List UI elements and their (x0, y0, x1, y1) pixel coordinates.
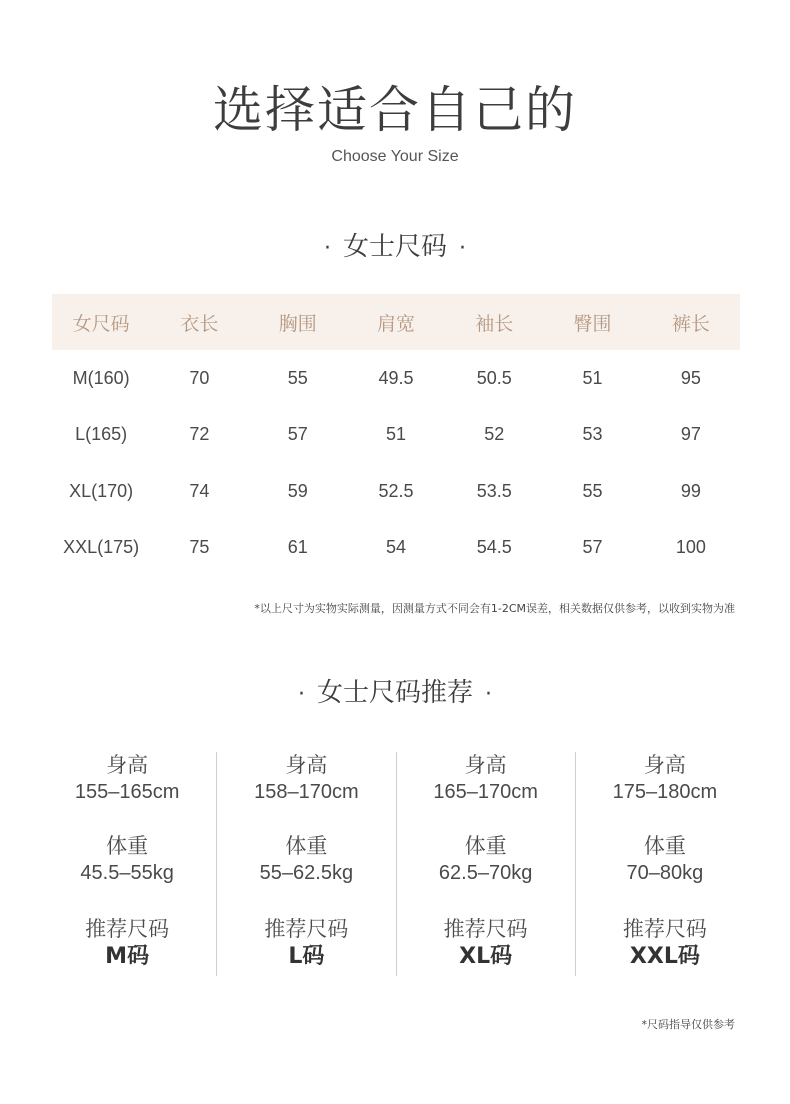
height-value: 175–180cm (612, 781, 718, 803)
size-label: 推荐尺码 (622, 917, 707, 941)
recommendation-grid (38, 752, 754, 976)
table-cell: 54 (385, 537, 406, 558)
page-subtitle: Choose Your Size (331, 148, 459, 165)
recommended-size: XXL码 (629, 944, 700, 969)
weight-value: 55–62.5kg (259, 862, 354, 884)
recommendation-column (38, 752, 216, 976)
recommended-size: XL码 (459, 944, 513, 969)
weight-label: 体重 (464, 834, 507, 858)
size-chart-title (0, 230, 790, 266)
table-cell: XL(170) (69, 480, 134, 501)
weight-value: 62.5–70kg (438, 862, 533, 884)
weight-value: 70–80kg (626, 862, 704, 884)
height-value: 165–170cm (433, 781, 538, 803)
table-cell: 75 (189, 537, 210, 558)
table-cell: 100 (675, 537, 706, 558)
table-cell: M(160) (72, 367, 130, 388)
table-cell: 49.5 (378, 367, 414, 388)
weight-value: 45.5–55kg (80, 862, 174, 884)
table-row (52, 407, 740, 464)
column-header: 胸围 (249, 294, 347, 350)
height-label: 身高 (106, 753, 149, 777)
column-header: 臀围 (543, 294, 641, 350)
size-label: 推荐尺码 (264, 917, 349, 941)
table-cell: 54.5 (476, 537, 512, 558)
table-cell: 50.5 (476, 367, 512, 388)
size-chart-title-text: 女士尺码 (342, 232, 447, 262)
height-label: 身高 (643, 753, 686, 777)
recommended-size: L码 (288, 944, 325, 969)
table-cell: L(165) (75, 424, 128, 445)
table-cell: 55 (287, 367, 308, 388)
height-value: 155–165cm (74, 781, 180, 803)
column-header: 袖长 (445, 294, 543, 350)
size-table (52, 294, 740, 576)
table-cell: 53 (582, 424, 603, 445)
table-cell: 52 (484, 424, 505, 445)
table-cell: 72 (189, 424, 210, 445)
column-header: 女尺码 (52, 294, 150, 350)
size-label: 推荐尺码 (85, 917, 170, 941)
bullet-dot: · (459, 236, 466, 261)
table-cell: 74 (189, 480, 210, 501)
table-header-row (52, 294, 740, 350)
recommended-size: M码 (105, 944, 150, 969)
size-label: 推荐尺码 (443, 917, 528, 941)
table-cell: 55 (582, 480, 603, 501)
recommendation-note: *尺码指导仅供参考 (641, 1018, 735, 1031)
table-cell: 95 (680, 367, 701, 388)
recommendation-title (0, 676, 790, 712)
table-cell: 51 (582, 367, 603, 388)
table-cell: 57 (582, 537, 603, 558)
height-value: 158–170cm (254, 781, 359, 803)
table-row (52, 520, 740, 577)
bullet-dot: · (485, 682, 492, 707)
height-label: 身高 (285, 753, 328, 777)
recommendation-column (216, 752, 395, 976)
table-cell: XXL(175) (63, 537, 140, 558)
weight-label: 体重 (285, 834, 328, 858)
column-header: 衣长 (150, 294, 248, 350)
size-chart-note: *以上尺寸为实物实际测量，因测量方式不同会有1-2CM误差，相关数据仅供参考，以收到实物为准 (254, 602, 735, 615)
table-cell: 99 (680, 480, 701, 501)
bullet-dot: · (297, 682, 305, 707)
table-row (52, 463, 740, 520)
table-cell: 61 (287, 537, 308, 558)
table-cell: 70 (189, 367, 210, 388)
page-title: 选择适合自己的 (213, 81, 577, 139)
table-row (52, 350, 740, 407)
column-header: 裤长 (642, 294, 740, 350)
height-label: 身高 (464, 753, 507, 777)
recommendation-column (396, 752, 575, 976)
recommendation-column (575, 752, 754, 976)
table-cell: 59 (287, 480, 308, 501)
column-header: 肩宽 (347, 294, 445, 350)
bullet-dot: · (323, 236, 331, 261)
table-cell: 57 (287, 424, 308, 445)
table-cell: 52.5 (378, 480, 414, 501)
table-cell: 53.5 (476, 480, 512, 501)
recommendation-title-text: 女士尺码推荐 (316, 678, 473, 708)
table-cell: 97 (680, 424, 701, 445)
table-cell: 51 (385, 424, 406, 445)
weight-label: 体重 (106, 834, 149, 858)
weight-label: 体重 (643, 834, 686, 858)
